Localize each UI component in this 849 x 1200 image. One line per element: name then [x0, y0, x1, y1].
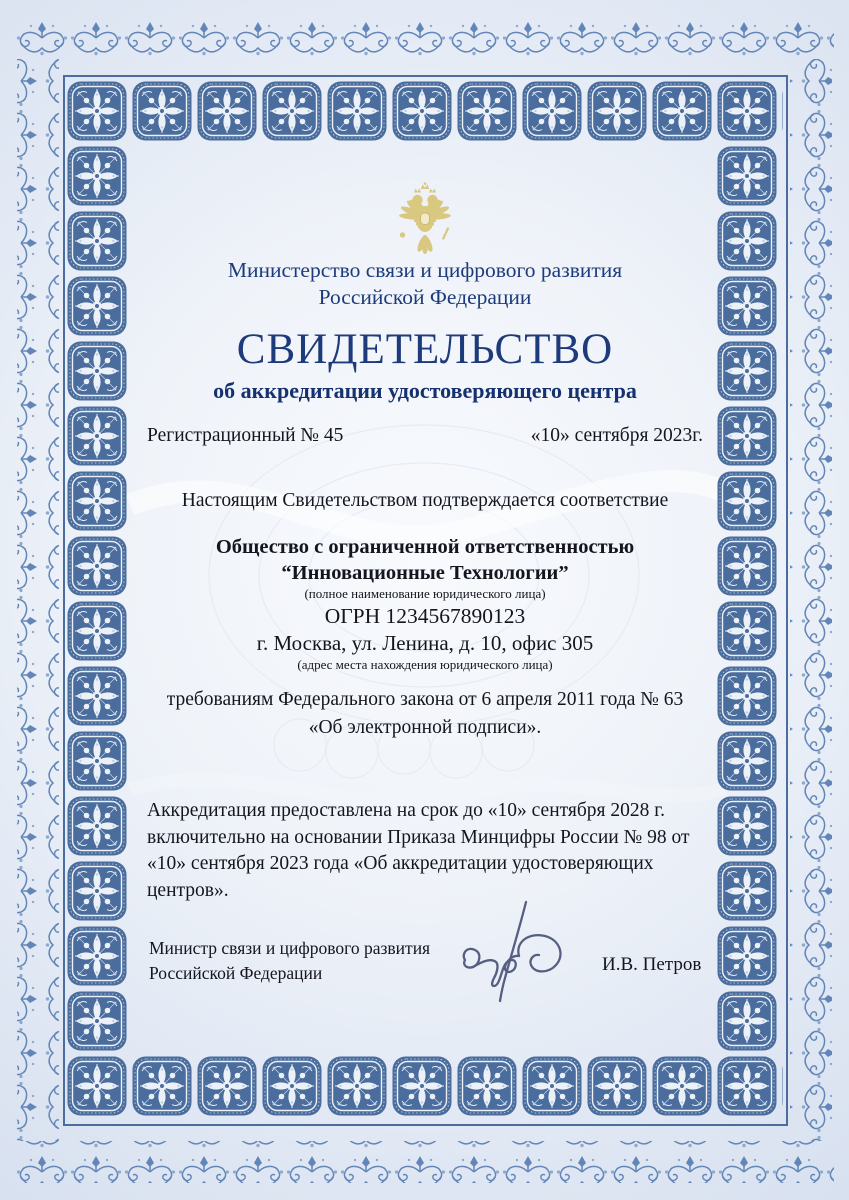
organization-name: “Инновационные Технологии”	[281, 562, 569, 584]
accreditation-line-1: Аккредитация предоставлена на срок до «10» сентября 2028 г.	[147, 800, 665, 821]
accreditation-line-2: включительно на основании Приказа Минцифры России № 98 от	[147, 826, 690, 848]
organization-address: г. Москва, ул. Ленина, д. 10, офис 305	[256, 631, 594, 655]
law-reference-line-1: требованиям Федерального закона от 6 апреля 2011 года № 63	[166, 689, 684, 710]
signatory-name: И.В. Петров	[602, 954, 702, 975]
registration-number: Регистрационный № 45	[147, 425, 344, 446]
ministry-line-1: Министерство связи и цифрового развития	[227, 258, 623, 282]
ministry-name	[147, 257, 703, 311]
signatory-position-line-1: Министр связи и цифрового развития	[149, 938, 431, 958]
conformity-statement: Настоящим Свидетельством подтверждается соответствие	[181, 490, 669, 511]
organization-name-caption: (полное наименование юридического лица)	[304, 586, 546, 601]
medallion-band-top	[67, 81, 783, 143]
medallion-band-left	[67, 146, 128, 1057]
medallion-band-bottom	[67, 1056, 783, 1118]
document-subtitle: об аккредитации удостоверяющего центра	[213, 378, 637, 403]
organization-block	[147, 534, 703, 673]
organization-ogrn: ОГРН 1234567890123	[324, 604, 526, 628]
double-headed-eagle-emblem	[147, 182, 703, 260]
ministry-line-2: Российской Федерации	[318, 285, 532, 309]
document-title: СВИДЕТЕЛЬСТВО	[236, 326, 614, 373]
filigree-top	[15, 17, 834, 59]
filigree-right	[790, 59, 832, 1141]
medallion-band-right	[717, 146, 778, 1057]
filigree-bottom	[15, 1141, 834, 1183]
law-reference	[147, 686, 703, 742]
signature-handwritten	[457, 898, 592, 1006]
signatory-position-line-2: Российской Федерации	[149, 963, 323, 983]
organization-address-caption: (адрес места нахождения юридического лица)	[297, 657, 553, 672]
organization-legal-form: Общество с ограниченной ответственностью	[215, 536, 635, 558]
law-reference-line-2: «Об электронной подписи».	[308, 717, 542, 738]
filigree-left	[17, 59, 59, 1141]
registration-row	[147, 423, 703, 449]
issue-date: «10» сентября 2023г.	[530, 425, 703, 446]
accreditation-line-3: «10» сентября 2023 года «Об аккредитации удостоверяющих центров».	[147, 853, 654, 901]
accreditation-term	[147, 798, 703, 904]
